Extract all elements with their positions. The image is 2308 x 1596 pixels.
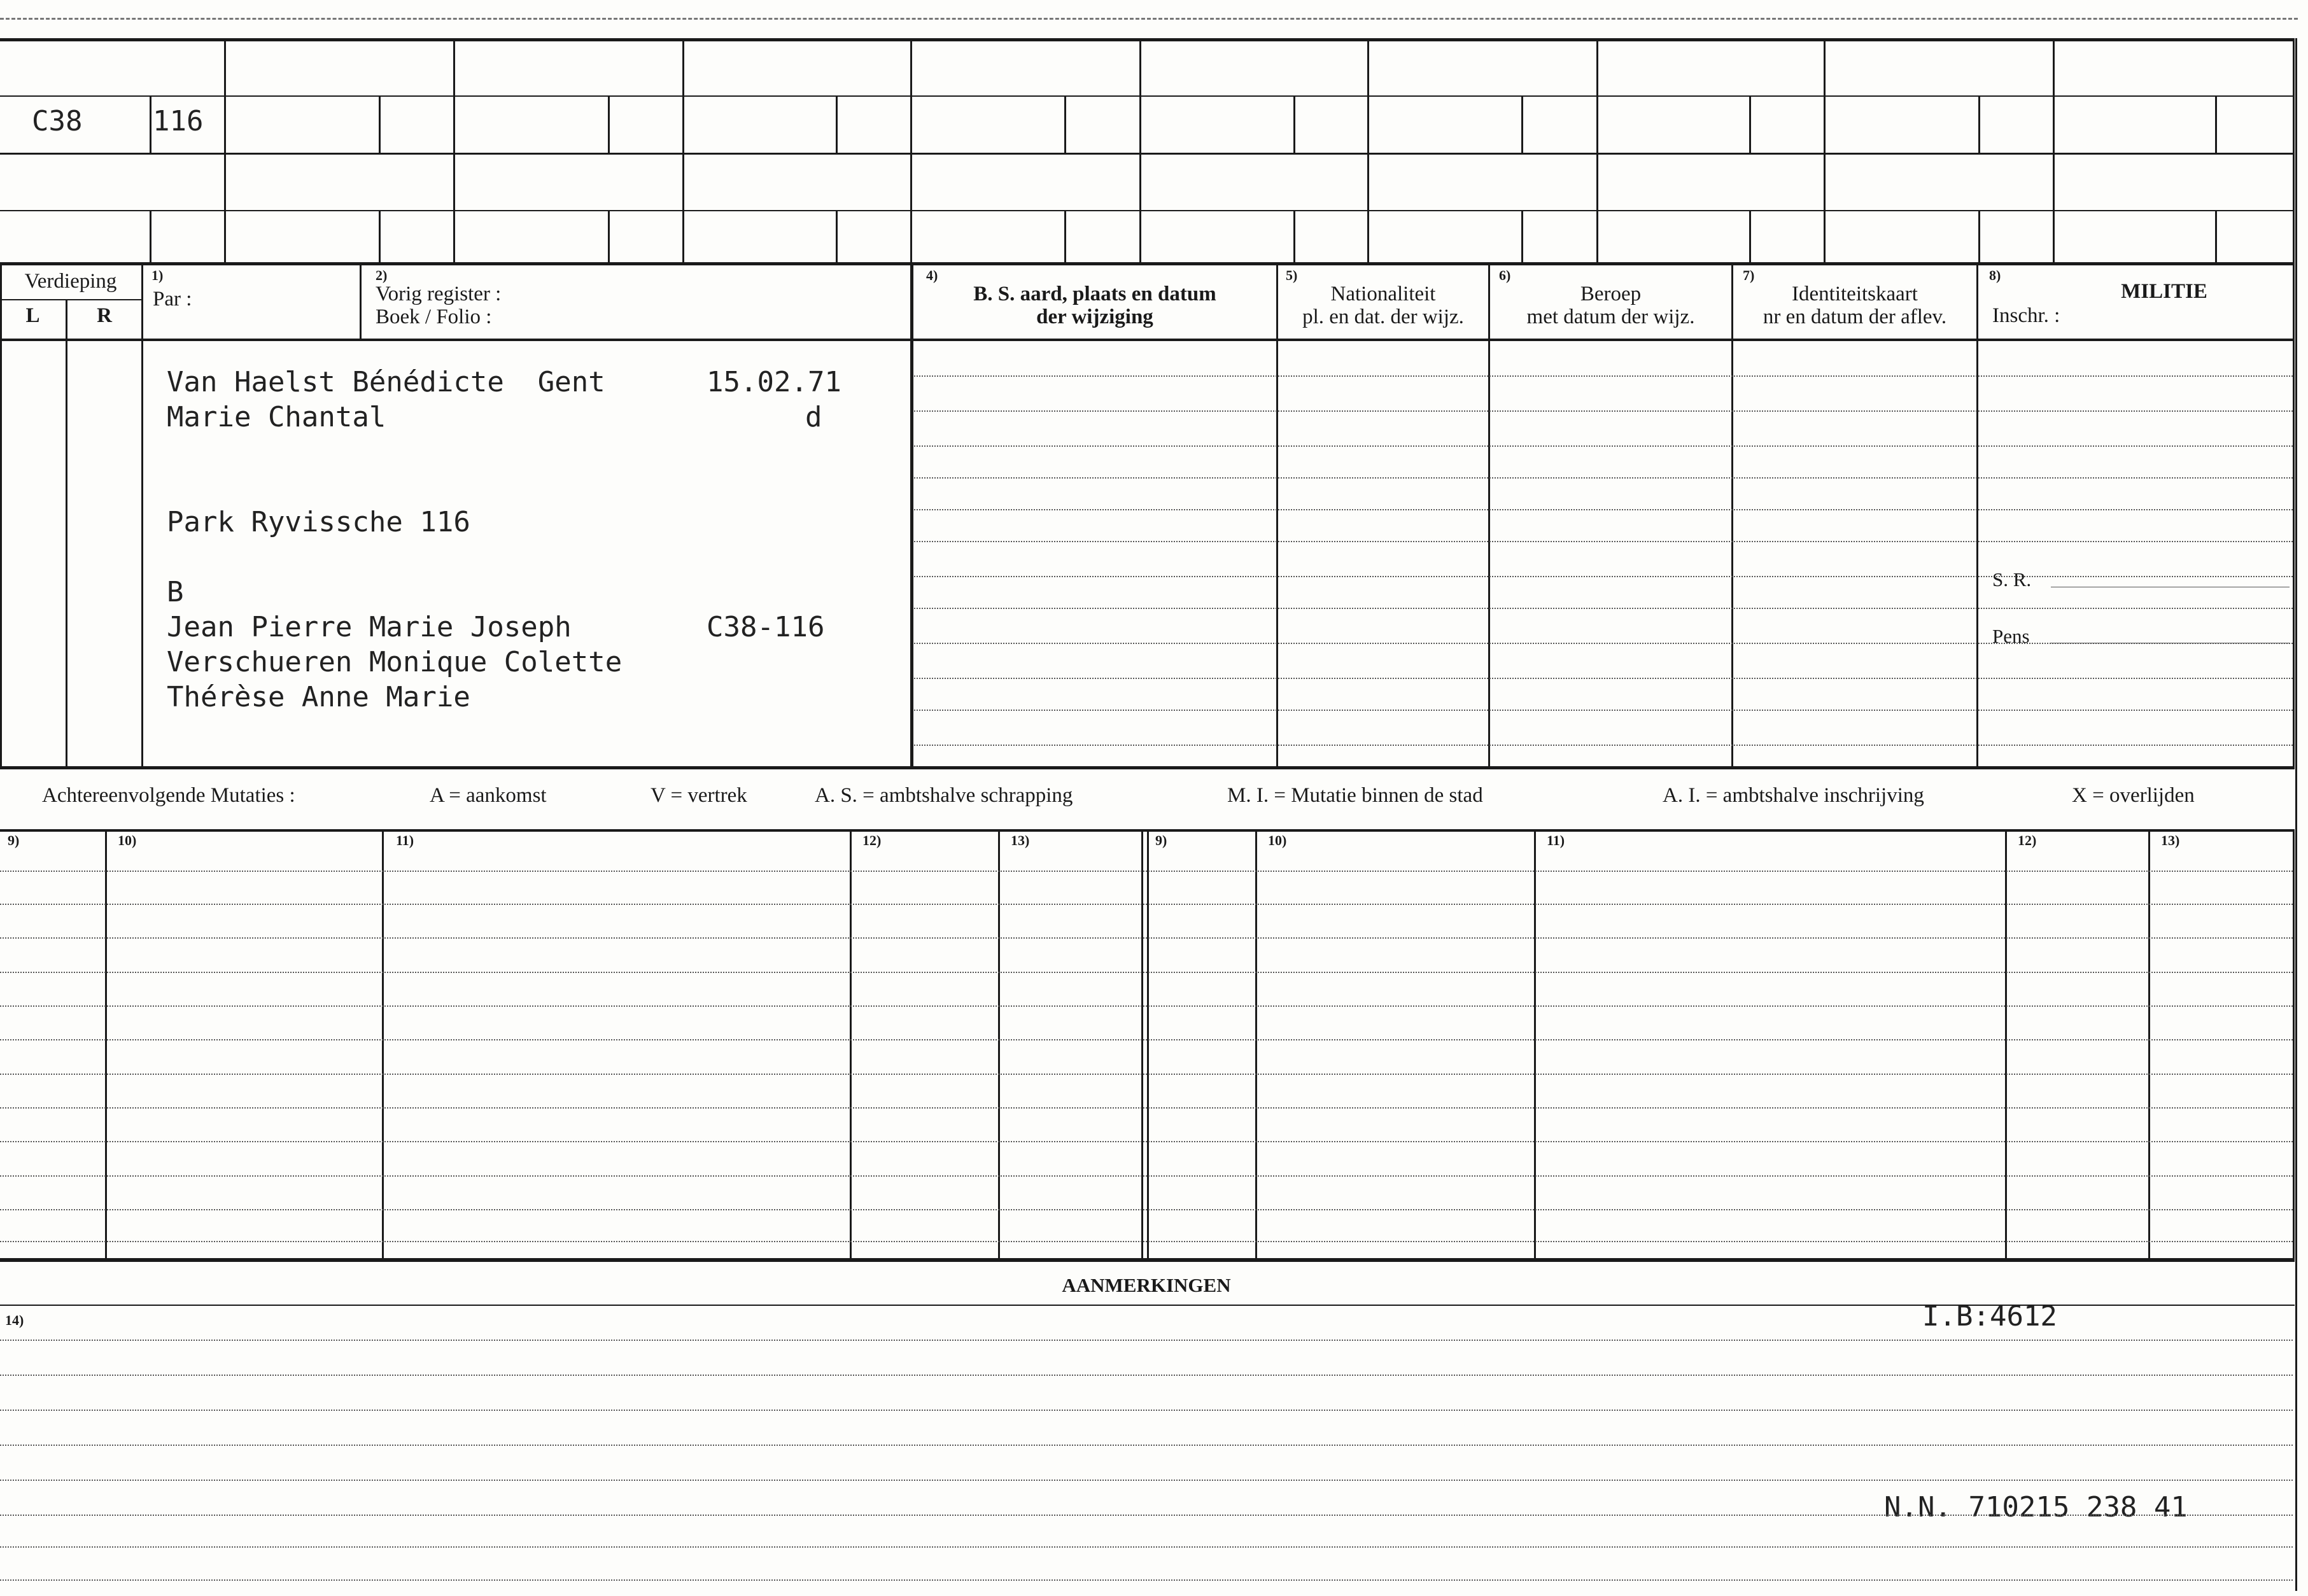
entry-mother: Verschueren Monique Colette bbox=[167, 646, 623, 678]
header-beroep: Beroep met datum der wijz. bbox=[1526, 283, 1695, 328]
legend-ai: A. I. = ambtshalve inschrijving bbox=[1663, 784, 1924, 807]
header-nationaliteit: Nationaliteit pl. en dat. der wijz. bbox=[1302, 283, 1464, 328]
remarks-ib: I.B:4612 bbox=[1922, 1300, 2057, 1333]
right-edge bbox=[2295, 38, 2297, 1591]
header-vorig-register: Vorig register : Boek / Folio : bbox=[376, 283, 502, 328]
militie-pens: Pens bbox=[1992, 625, 2030, 647]
entry-name-line1: Van Haelst Bénédicte Gent bbox=[167, 366, 605, 398]
header-bs: B. S. aard, plaats en datum der wijziging bbox=[973, 283, 1216, 328]
remarks-nn: N.N. 710215 238 41 bbox=[1884, 1491, 2188, 1523]
header-r: R bbox=[97, 304, 112, 327]
header-par: Par : bbox=[153, 288, 192, 311]
entry-marker: d bbox=[805, 401, 822, 433]
header-l: L bbox=[25, 304, 40, 327]
entry-address: Park Ryvissche 116 bbox=[167, 506, 470, 538]
entry-mother2: Thérèse Anne Marie bbox=[167, 681, 470, 713]
entry-father: Jean Pierre Marie Joseph bbox=[167, 611, 572, 643]
remarks-title: AANMERKINGEN bbox=[1062, 1274, 1231, 1296]
militie-sr: S. R. bbox=[1992, 568, 2032, 591]
top-border bbox=[0, 38, 2295, 41]
ref-code: C38 bbox=[32, 105, 83, 137]
entry-b: B bbox=[167, 576, 184, 608]
legend-a: A = aankomst bbox=[430, 784, 547, 807]
header-militie: MILITIE bbox=[2121, 280, 2207, 303]
legend-title: Achtereenvolgende Mutaties : bbox=[42, 784, 295, 807]
scan-noise bbox=[0, 18, 2298, 20]
legend-mi: M. I. = Mutatie binnen de stad bbox=[1227, 784, 1483, 807]
legend-x: X = overlijden bbox=[2072, 784, 2195, 807]
legend-v: V = vertrek bbox=[651, 784, 747, 807]
registration-card: C38 116 Verdieping L R 1) Par : 2) Vorig register : Boek / Folio : 4) B. S. aard, plaats en datum der wijziging 5) Nationaliteit pl. en dat. der wijz. 6) Beroep met datum der wijz. 7) Identiteitskaart nr en datum der aflev. 8) MILITIE Inschr. : Van Haelst Bénédicte Gent Marie Chantal 15.02.71 d Park Ryvissche 116 B Jean Pierre Marie Joseph C38-116 Verschueren Monique Colette Thérèse Anne Marie S. R. Pens Achtereenvolgende Mutaties : A = aankomst V = vertrek A. S. = ambtshalve schrapping M. I. = Mutatie binnen de stad A. I. = ambtshalve inschrijving X = overlijden 9) 10) 11) 12) 13) 9) 10) 11) 12) 13) AANMERKINGEN 14) I.B:4612 N.N. 710215 238 41 bbox=[0, 0, 2308, 1596]
entry-ref: C38-116 bbox=[707, 611, 825, 643]
header-identiteitskaart: Identiteitskaart nr en datum der aflev. bbox=[1763, 283, 1947, 328]
header-inschr: Inschr. : bbox=[1992, 304, 2060, 327]
entry-name-line2: Marie Chantal bbox=[167, 401, 386, 433]
legend-as: A. S. = ambtshalve schrapping bbox=[815, 784, 1073, 807]
header-verdieping: Verdieping bbox=[24, 270, 117, 293]
ref-number: 116 bbox=[153, 105, 204, 137]
entry-date: 15.02.71 bbox=[707, 366, 841, 398]
